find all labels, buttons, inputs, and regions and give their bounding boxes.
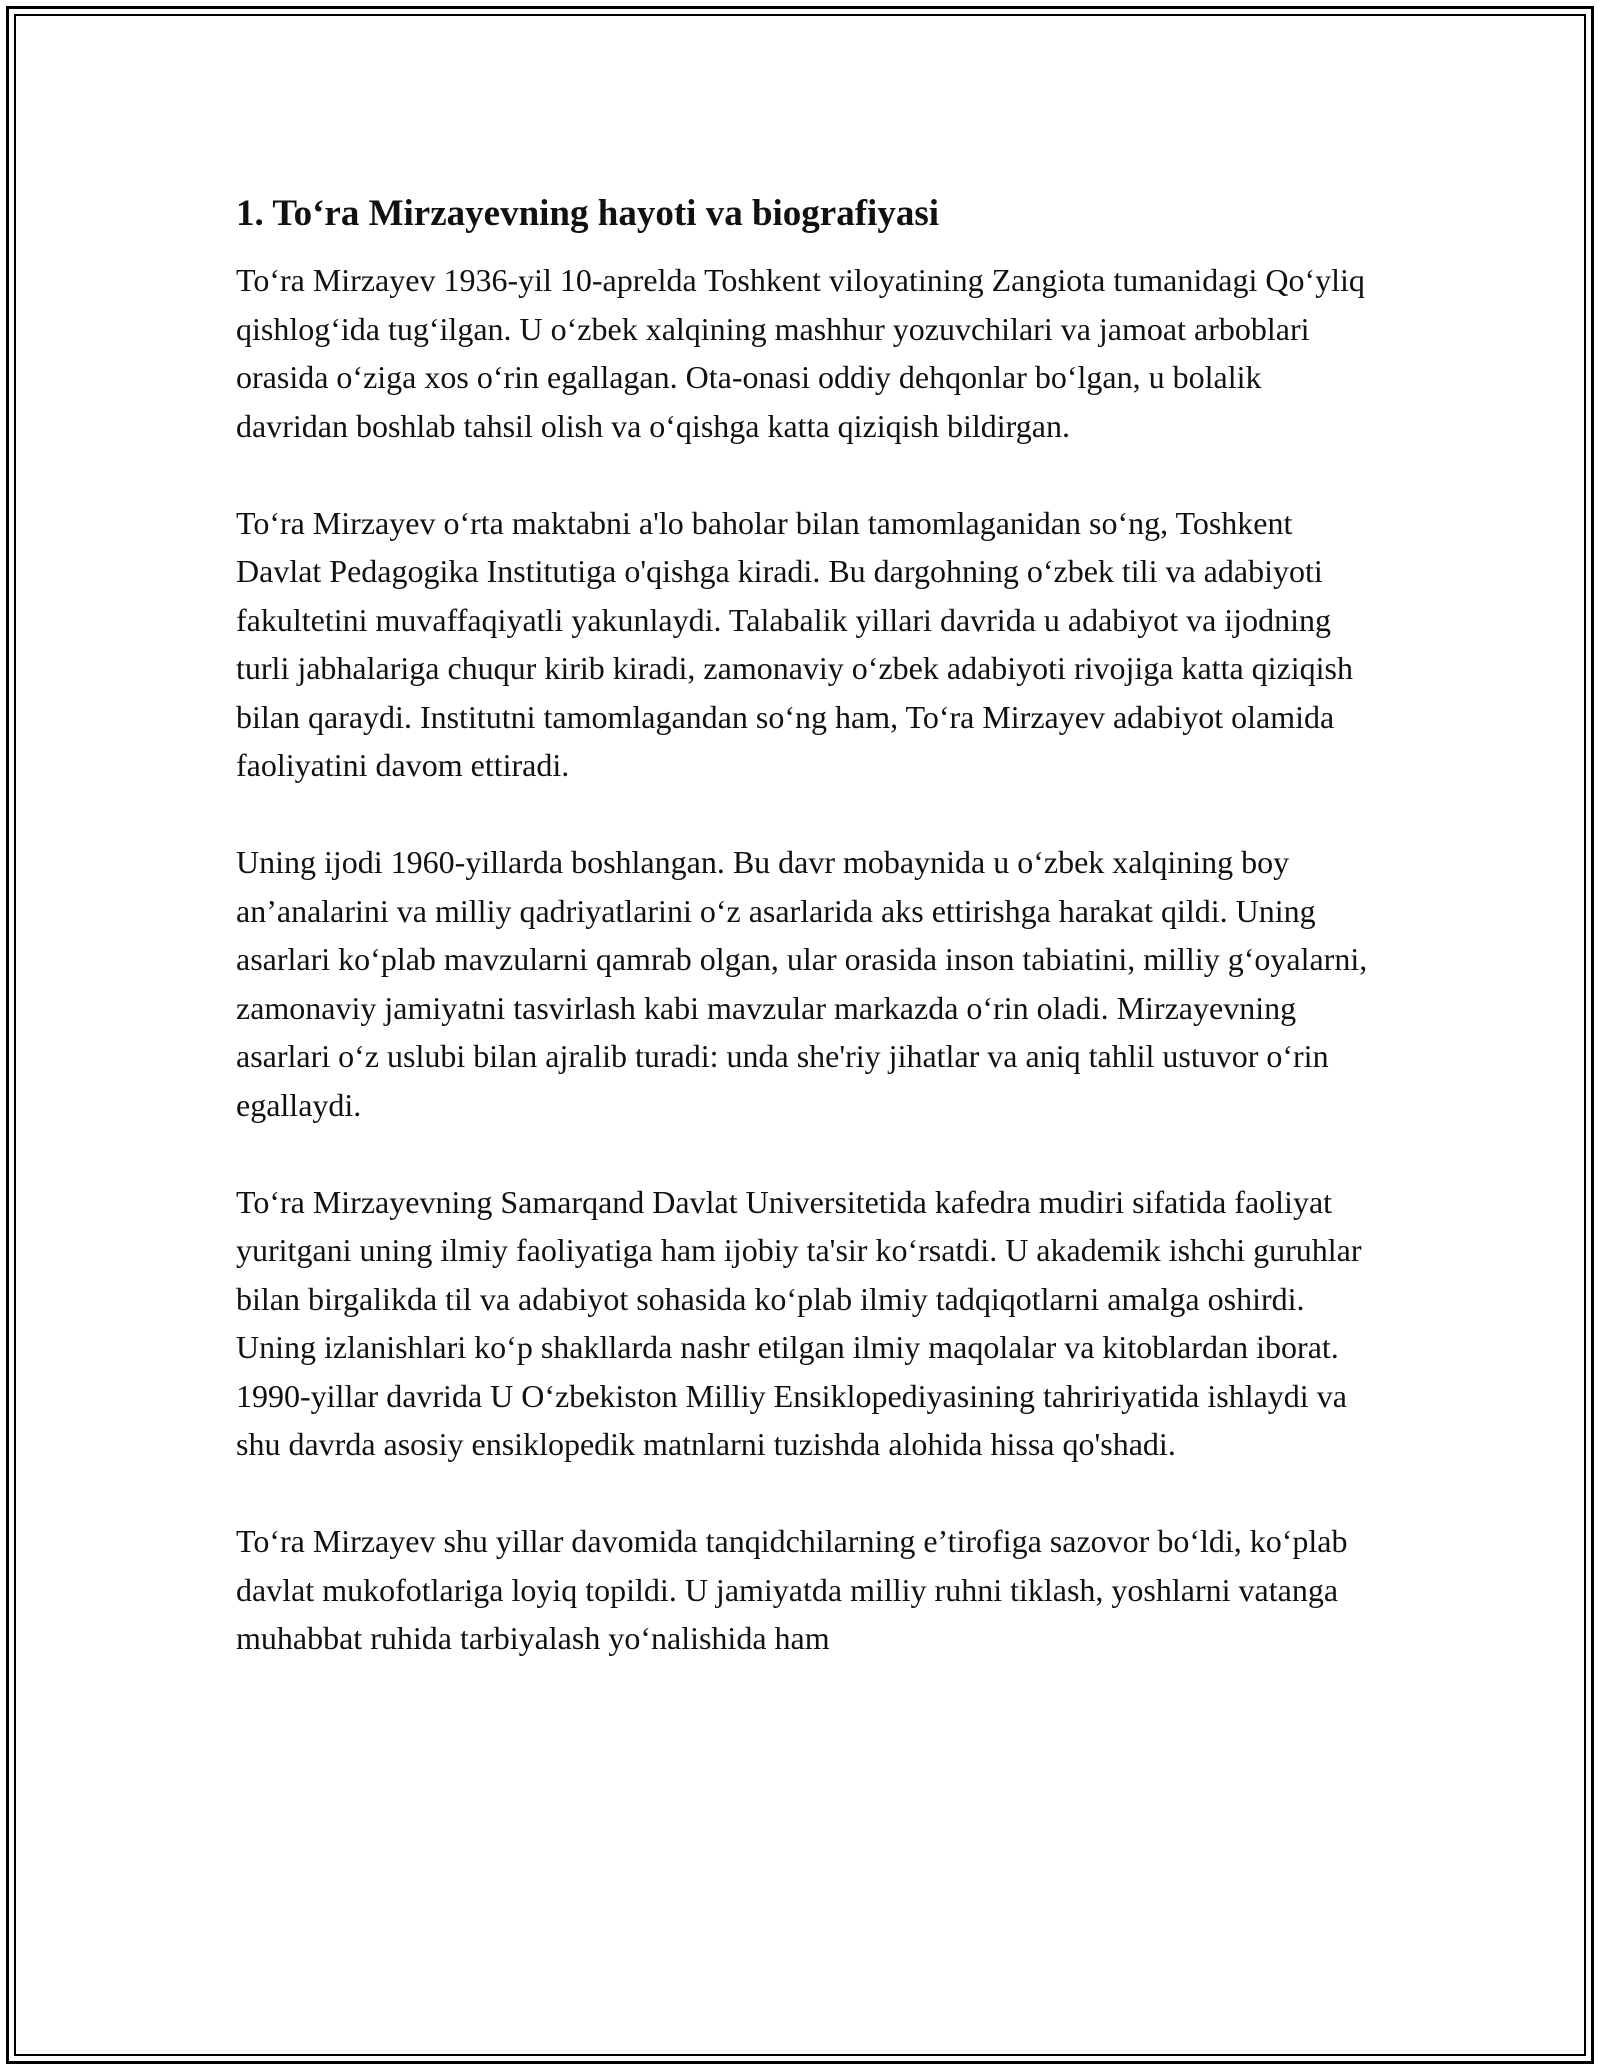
section-heading: 1. To‘ra Mirzayevning hayoti va biografiyasi	[236, 193, 939, 234]
document-body	[236, 188, 1376, 1663]
paragraph-3: Uning ijodi 1960-yillarda boshlangan. Bu davr mobaynida u o‘zbek xalqining boy an’analarini va milliy qadriyatlarini o‘z asarlarida aks ettirishga harakat qildi. Uning asarlari ko‘plab mavzularni qamrab olgan, ular orasida inson tabiatini, milliy g‘oyalarni, zamonaviy jamiyatni tasvirlash kabi mavzular markazda o‘rin oladi. Mirzayevning asarlari o‘z uslubi bilan ajralib turadi: unda she'riy jihatlar va aniq tahlil ustuvor o‘rin egallaydi.	[236, 844, 1368, 1123]
paragraph-5: To‘ra Mirzayev shu yillar davomida tanqidchilarning e’tirofiga sazovor bo‘ldi, ko‘plab davlat mukofotlariga loyiq topildi. U jamiyatda milliy ruhni tiklash, yoshlarni vatanga muhabbat ruhida tarbiyalash yo‘nalishida ham	[236, 1523, 1348, 1656]
paragraph-4: To‘ra Mirzayevning Samarqand Davlat Universitetida kafedra mudiri sifatida faoliyat yuritgani uning ilmiy faoliyatiga ham ijobiy ta'sir ko‘rsatdi. U akademik ishchi guruhlar bilan birgalikda til va adabiyot sohasida ko‘plab ilmiy tadqiqotlarni amalga oshirdi. Uning izlanishlari ko‘p shakllarda nashr etilgan ilmiy maqolalar va kitoblardan iborat. 1990-yillar davrida U O‘zbekiston Milliy Ensiklopediyasining tahririyatida ishlaydi va shu davrda asosiy ensiklopedik matnlarni tuzishda alohida hissa qo'shadi.	[236, 1183, 1362, 1462]
paragraph-2: To‘ra Mirzayev o‘rta maktabni a'lo baholar bilan tamomlaganidan so‘ng, Toshkent Davlat Pedagogika Institutiga o'qishga kiradi. Bu dargohning o‘zbek tili va adabiyoti fakultetini muvaffaqiyatli yakunlaydi. Talabalik yillari davrida u adabiyot va ijodning turli jabhalariga chuqur kirib kiradi, zamonaviy o‘zbek adabiyoti rivojiga katta qiziqish bilan qaraydi. Institutni tamomlagandan so‘ng ham, To‘ra Mirzayev adabiyot olamida faoliyatini davom ettiradi.	[236, 504, 1353, 783]
paragraph-1: To‘ra Mirzayev 1936-yil 10-aprelda Toshkent viloyatining Zangiota tumanidagi Qo‘yliq qishlog‘ida tug‘ilgan. U o‘zbek xalqining mashhur yozuvchilari va jamoat arboblari orasida o‘ziga xos o‘rin egallagan. Ota-onasi oddiy dehqonlar bo‘lgan, u bolalik davridan boshlab tahsil olish va o‘qishga katta qiziqish bildirgan.	[236, 262, 1365, 444]
